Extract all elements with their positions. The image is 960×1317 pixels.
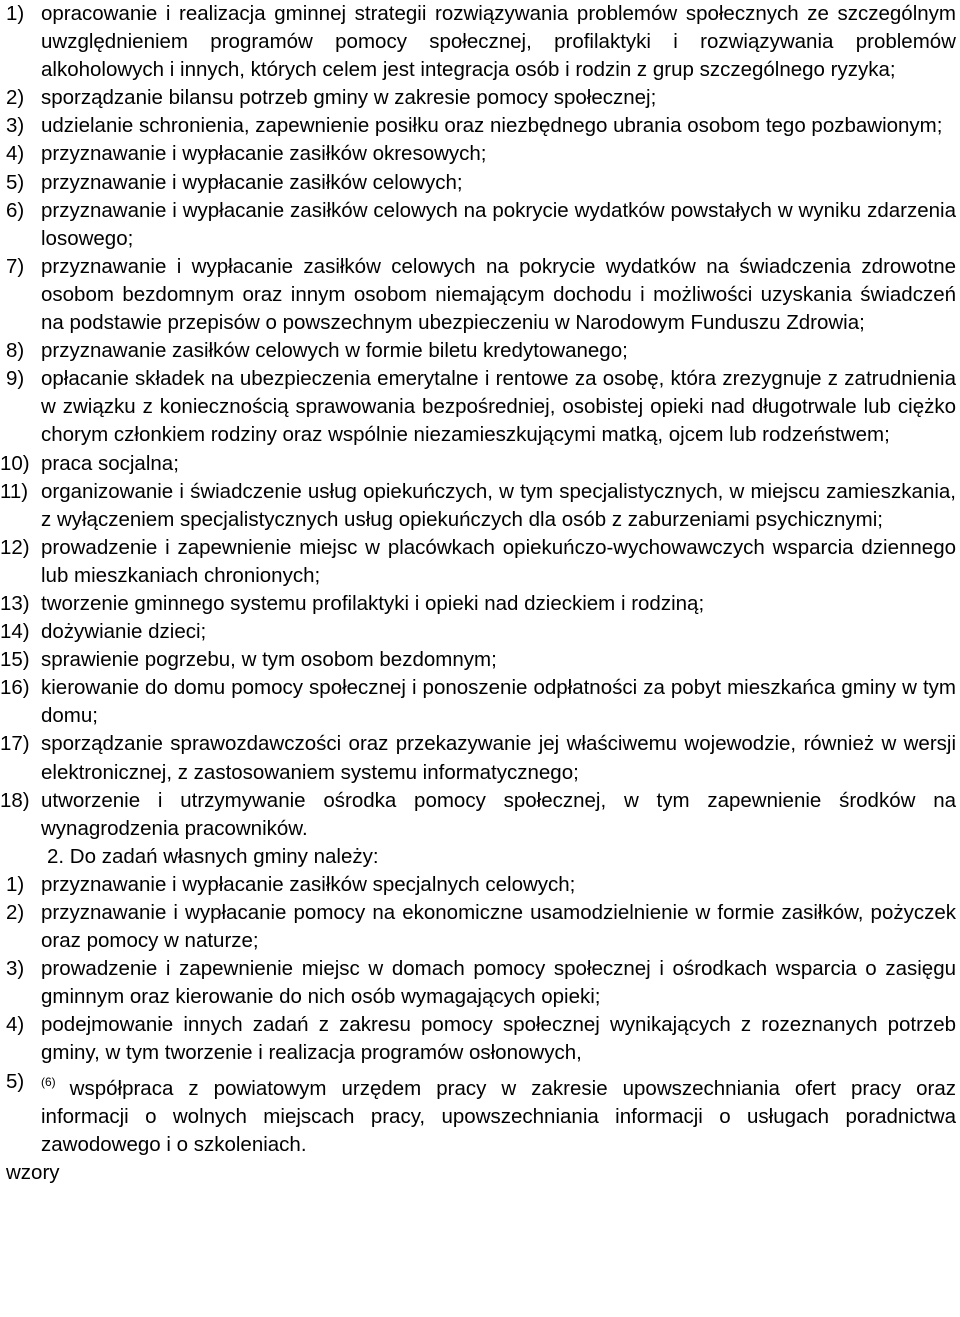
list-item <box>0 899 960 955</box>
item-number: 4) <box>6 1013 25 1037</box>
item-number: 18) <box>0 788 30 812</box>
list-item <box>0 787 960 843</box>
item-text: dożywianie dzieci; <box>41 620 207 644</box>
item-number: 6) <box>6 198 25 222</box>
item-number: 1) <box>6 2 25 25</box>
item-number: 9) <box>6 367 25 391</box>
item-number: 10) <box>0 451 30 475</box>
task-list-2 <box>0 871 960 1159</box>
list-item <box>0 478 960 534</box>
item-text: organizowanie i świadczenie usług opiekuńczych, w tym specjalistycznych, w miejscu zamieszkania, z wyłączeniem specjalistycznych usług opiekuńczych dla osób z zaburzeniami psychicznymi; <box>41 479 956 531</box>
list-item <box>0 197 960 253</box>
item-number: 5) <box>6 1069 25 1093</box>
item-text: prowadzenie i zapewnienie miejsc w placówkach opiekuńczo-wychowawczych wsparcia dziennego lub mieszkaniach chronionych; <box>41 535 956 587</box>
section-heading: 2. Do zadań własnych gminy należy: <box>47 844 379 868</box>
item-text: kierowanie do domu pomocy społecznej i ponoszenie odpłatności za pobyt mieszkańca gminy w tym domu; <box>41 676 956 728</box>
list-item <box>0 1068 960 1159</box>
list-item <box>0 450 960 478</box>
item-number: 1) <box>6 872 25 896</box>
list-item <box>0 84 960 112</box>
item-text: przyznawanie i wypłacanie zasiłków specjalnych celowych; <box>41 872 576 896</box>
item-number: 13) <box>0 591 30 615</box>
item-number: 15) <box>0 648 30 672</box>
list-item <box>0 365 960 449</box>
item-text: podejmowanie innych zadań z zakresu pomocy społecznej wynikających z rozeznanych potrzeb gminy, w tym tworzenie i realizacja programów osłonowych, <box>41 1013 956 1065</box>
item-text: udzielanie schronienia, zapewnienie posiłku oraz niezbędnego ubrania osobom tego pozbawionym; <box>41 114 943 138</box>
item-text: przyznawanie i wypłacanie zasiłków celowych; <box>41 170 463 194</box>
item-number: 11) <box>0 479 29 503</box>
item-text: prowadzenie i zapewnienie miejsc w domach pomocy społecznej i ośrodkach wsparcia o zasięgu gminnym oraz kierowanie do nich osób wymagających opieki; <box>41 957 956 1009</box>
item-text: opracowanie i realizacja gminnej strategii rozwiązywania problemów społecznych ze szczególnym uwzględnieniem programów pomocy społecznej, profilaktyki i rozwiązywania problemów alkoholowych i innych, których celem jest integracja osób i rodzin z grup szczególnego ryzyka; <box>41 2 956 82</box>
item-text: współpraca z powiatowym urzędem pracy w zakresie upowszechniania ofert pracy oraz informacji o wolnych miejscach pracy, upowszechniania informacji o usługach poradnictwa zawodowego i o szkoleniach. <box>41 1076 956 1156</box>
item-number: 4) <box>6 142 25 166</box>
list-item <box>0 112 960 140</box>
item-number: 16) <box>0 676 30 700</box>
list-item <box>0 871 960 899</box>
list-item <box>0 534 960 590</box>
item-number: 2) <box>6 901 25 924</box>
list-item <box>0 337 960 365</box>
item-text: przyznawanie i wypłacanie pomocy na ekonomiczne usamodzielnienie w formie zasiłków, pożyczek oraz pomocy w naturze; <box>41 901 956 953</box>
item-text: przyznawanie i wypłacanie zasiłków celowych na pokrycie wydatków powstałych w wyniku zdarzenia losowego; <box>41 198 956 250</box>
item-text: sporządzanie sprawozdawczości oraz przekazywanie jej właściwemu wojewodzie, również w wersji elektronicznej, z zastosowaniem systemu informatycznego; <box>41 732 956 784</box>
item-number: 5) <box>6 170 25 194</box>
list-item <box>0 1011 960 1067</box>
item-number: 12) <box>0 535 30 559</box>
footer-text: wzory <box>6 1160 60 1184</box>
item-number: 8) <box>6 339 25 363</box>
item-text: opłacanie składek na ubezpieczenia emerytalne i rentowe za osobę, która zrezygnuje z zatrudnienia w związku z koniecznością sprawowania bezpośredniej, osobistej opieki nad długotrwale lub ciężko chorym członkiem rodziny oraz wspólnie niezamieszkującymi matką, ojcem lub rodzeństwem; <box>41 367 956 447</box>
item-text: sporządzanie bilansu potrzeb gminy w zakresie pomocy społecznej; <box>41 86 657 110</box>
list-item <box>0 253 960 337</box>
item-number: 7) <box>6 254 25 278</box>
list-item <box>0 618 960 646</box>
item-number: 3) <box>6 114 25 138</box>
list-item <box>0 955 960 1011</box>
list-item <box>0 590 960 618</box>
item-text: sprawienie pogrzebu, w tym osobom bezdomnym; <box>41 648 497 672</box>
item-text: tworzenie gminnego systemu profilaktyki i opieki nad dzieckiem i rodziną; <box>41 591 705 615</box>
item-text: przyznawanie zasiłków celowych w formie biletu kredytowanego; <box>41 339 628 363</box>
list-item <box>0 140 960 168</box>
item-text: przyznawanie i wypłacanie zasiłków celowych na pokrycie wydatków na świadczenia zdrowotne osobom bezdomnym oraz innym osobom niemającym dochodu i możliwości uzyskania świadczeń na podstawie przepisów o powszechnym ubezpieczeniu w Narodowym Funduszu Zdrowia; <box>41 254 956 335</box>
item-number: 2) <box>6 86 25 110</box>
list-item <box>0 674 960 730</box>
item-text: praca socjalna; <box>41 451 179 475</box>
list-item <box>0 730 960 786</box>
item-number: 14) <box>0 620 30 644</box>
list-item <box>0 646 960 674</box>
footnote-marker: (6) <box>41 1074 56 1089</box>
list-item <box>0 169 960 197</box>
item-text: utworzenie i utrzymywanie ośrodka pomocy społecznej, w tym zapewnienie środków na wynagrodzenia pracowników. <box>41 788 956 840</box>
item-number: 17) <box>0 732 30 756</box>
item-text: przyznawanie i wypłacanie zasiłków okresowych; <box>41 142 487 166</box>
list-item <box>0 0 960 84</box>
item-number: 3) <box>6 957 25 981</box>
